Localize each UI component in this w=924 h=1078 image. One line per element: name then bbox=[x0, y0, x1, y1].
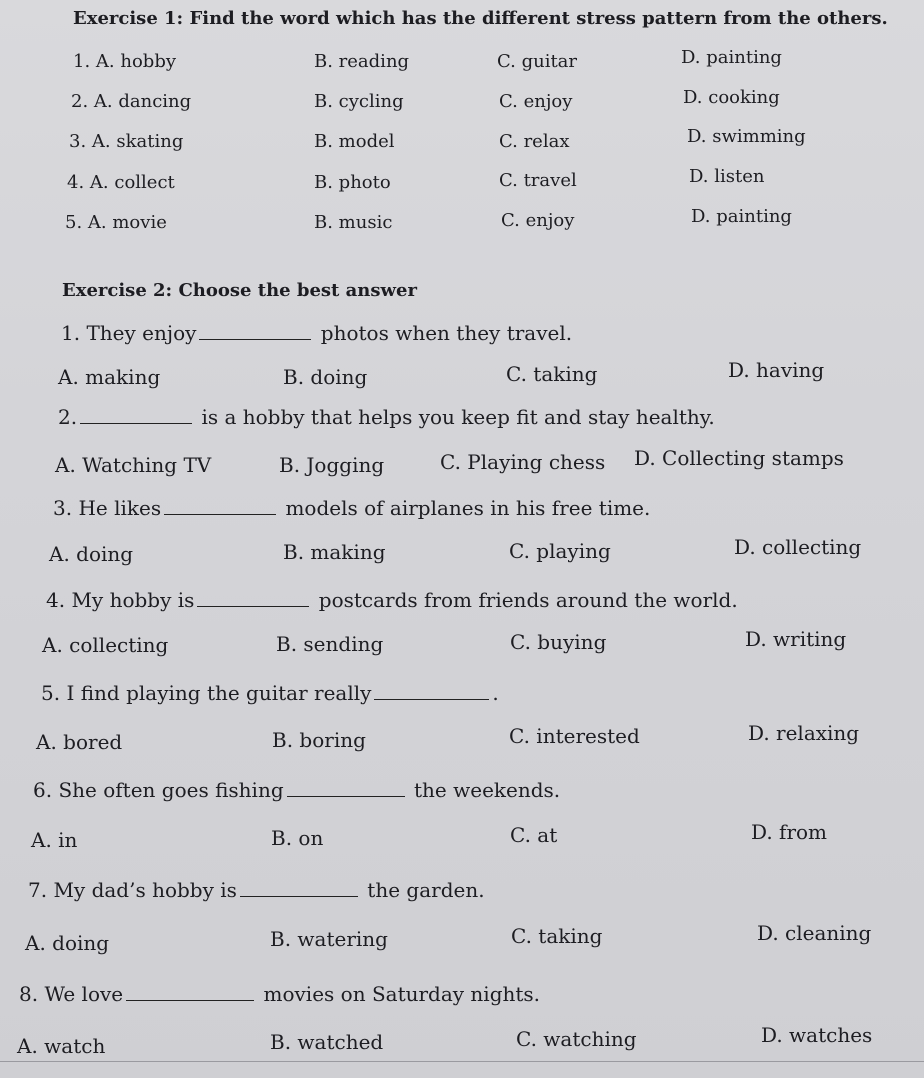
ex2-q6-option-c: C. at bbox=[510, 823, 558, 847]
ex2-q8-prompt: 8. We love movies on Saturday nights. bbox=[19, 982, 541, 1006]
ex2-q5-prompt: 5. I find playing the guitar really . bbox=[41, 681, 499, 705]
ex2-q2-prompt: 2. is a hobby that helps you keep fit and stay healthy. bbox=[58, 405, 715, 429]
ex2-q7-option-d: D. cleaning bbox=[757, 921, 872, 945]
answer-blank bbox=[164, 513, 276, 515]
answer-blank bbox=[287, 795, 405, 797]
ex2-q6-option-a: A. in bbox=[31, 828, 78, 852]
ex2-q2-option-a: A. Watching TV bbox=[55, 453, 212, 477]
ex2-q1-option-a: A. making bbox=[58, 365, 161, 389]
ex1-q4-option-a: 4. A. collect bbox=[67, 172, 175, 193]
ex1-q2-option-d: D. cooking bbox=[683, 87, 780, 108]
ex2-q1-option-d: D. having bbox=[728, 358, 825, 382]
ex2-q3-option-a: A. doing bbox=[49, 542, 134, 566]
ex1-q1-option-c: C. guitar bbox=[497, 51, 578, 72]
ex1-q3-option-d: D. swimming bbox=[687, 126, 806, 147]
ex2-q2-option-c: C. Playing chess bbox=[440, 450, 606, 474]
ex2-q3-prompt: 3. He likes models of airplanes in his free time. bbox=[53, 496, 651, 520]
ex2-q4-option-b: B. sending bbox=[276, 632, 384, 656]
ex1-q2-option-c: C. enjoy bbox=[499, 91, 573, 112]
ex2-q3-option-c: C. playing bbox=[509, 539, 611, 563]
ex2-q5-option-c: C. interested bbox=[509, 724, 640, 748]
ex2-q7-prompt: 7. My dad’s hobby is the garden. bbox=[28, 878, 485, 902]
answer-blank bbox=[197, 605, 309, 607]
ex1-q3-option-c: C. relax bbox=[499, 131, 570, 152]
ex2-q1-option-c: C. taking bbox=[506, 362, 598, 386]
ex1-q1-option-a: 1. A. hobby bbox=[73, 51, 177, 72]
ex2-q1-prompt: 1. They enjoy photos when they travel. bbox=[61, 321, 573, 345]
ex1-q4-option-b: B. photo bbox=[314, 172, 391, 193]
ex2-q8-option-d: D. watches bbox=[761, 1023, 873, 1047]
ex2-q8-option-b: B. watched bbox=[270, 1030, 384, 1054]
ex2-q4-option-a: A. collecting bbox=[42, 633, 169, 657]
ex1-q5-option-a: 5. A. movie bbox=[65, 212, 167, 233]
ex2-q7-option-a: A. doing bbox=[25, 931, 110, 955]
ex2-q6-prompt: 6. She often goes fishing the weekends. bbox=[33, 778, 561, 802]
page-bottom-divider bbox=[0, 1061, 924, 1062]
ex2-q1-option-b: B. doing bbox=[283, 365, 368, 389]
ex1-q2-option-a: 2. A. dancing bbox=[71, 91, 192, 112]
ex2-q5-option-a: A. bored bbox=[36, 730, 123, 754]
ex2-q8-option-a: A. watch bbox=[17, 1034, 106, 1058]
ex2-q3-option-b: B. making bbox=[283, 540, 386, 564]
ex2-q2-option-b: B. Jogging bbox=[279, 453, 385, 477]
ex1-q4-option-d: D. listen bbox=[689, 166, 765, 187]
answer-blank bbox=[374, 698, 489, 700]
answer-blank bbox=[240, 895, 358, 897]
ex1-q4-option-c: C. travel bbox=[499, 170, 577, 191]
exercise2-title: Exercise 2: Choose the best answer bbox=[62, 280, 417, 301]
ex1-q5-option-d: D. painting bbox=[691, 206, 792, 227]
ex2-q4-prompt: 4. My hobby is postcards from friends around the world. bbox=[46, 588, 738, 612]
ex2-q8-option-c: C. watching bbox=[516, 1027, 637, 1051]
ex1-q5-option-c: C. enjoy bbox=[501, 210, 575, 231]
ex2-q2-option-d: D. Collecting stamps bbox=[634, 446, 844, 470]
exercise1-title: Exercise 1: Find the word which has the different stress pattern from the others. bbox=[73, 8, 888, 29]
answer-blank bbox=[199, 338, 311, 340]
answer-blank bbox=[126, 999, 254, 1001]
ex2-q4-option-c: C. buying bbox=[510, 630, 607, 654]
ex1-q5-option-b: B. music bbox=[314, 212, 393, 233]
ex2-q3-option-d: D. collecting bbox=[734, 535, 862, 559]
ex2-q7-option-c: C. taking bbox=[511, 924, 603, 948]
ex2-q6-option-b: B. on bbox=[271, 826, 324, 850]
answer-blank bbox=[80, 422, 192, 424]
ex2-q5-option-b: B. boring bbox=[272, 728, 366, 752]
ex2-q5-option-d: D. relaxing bbox=[748, 721, 860, 745]
ex1-q3-option-b: B. model bbox=[314, 131, 395, 152]
ex1-q1-option-d: D. painting bbox=[681, 47, 782, 68]
ex2-q4-option-d: D. writing bbox=[745, 627, 847, 651]
ex1-q2-option-b: B. cycling bbox=[314, 91, 404, 112]
ex2-q7-option-b: B. watering bbox=[270, 927, 388, 951]
ex2-q6-option-d: D. from bbox=[751, 820, 828, 844]
ex1-q1-option-b: B. reading bbox=[314, 51, 410, 72]
ex1-q3-option-a: 3. A. skating bbox=[69, 131, 184, 152]
